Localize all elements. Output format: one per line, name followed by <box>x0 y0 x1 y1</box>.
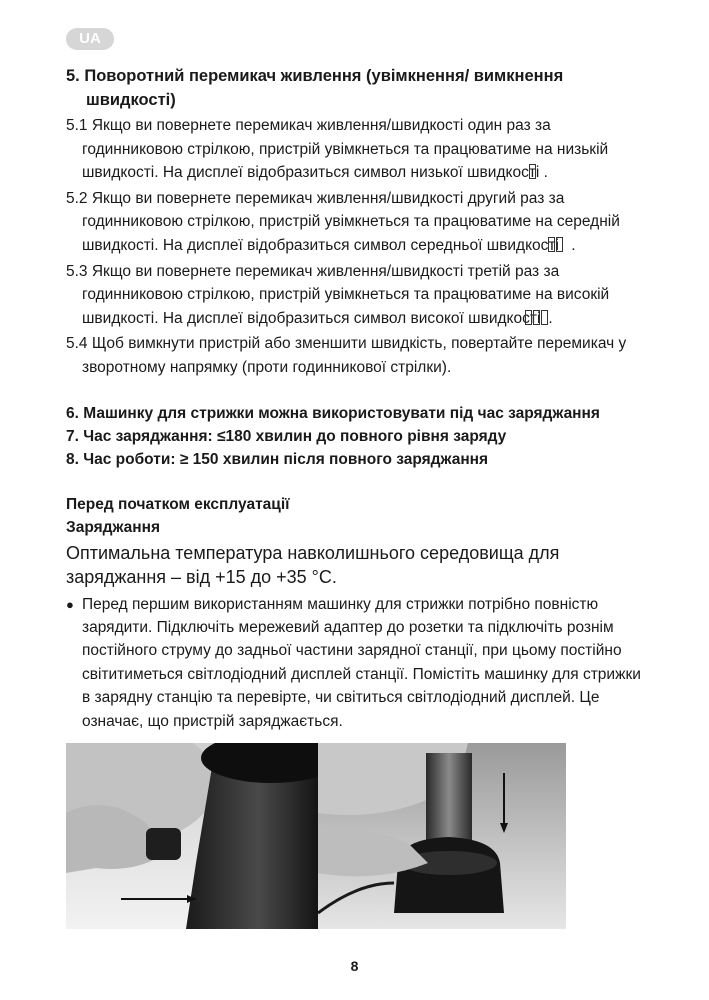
charging-bullet <box>66 593 646 733</box>
item-5-1-text: 5.1 Якщо ви повернете перемикач живлення/швидкості один раз за годинниковою стрілкою, пристрій увімкнеться та працюватиме на низькій швидкості. На дисплеї відобразиться символ низької швидкості <box>66 117 609 182</box>
spec-line-8: 8. Час роботи: ≥ 150 хвилин після повного заряджання <box>66 450 489 468</box>
section-5-title: 5. Поворотний перемикач живлення (увімкнення/ вимкнення швидкості) <box>66 67 564 109</box>
charging-heading: Заряджання <box>66 518 161 536</box>
high-speed-symbol-icon <box>540 309 548 333</box>
spec-line-7: 7. Час заряджання: ≤180 хвилин до повного рівня заряду <box>66 427 507 445</box>
specs-list <box>66 402 646 471</box>
item-5-3: 5.3 Якщо ви повернете перемикач живлення/швидкості третій раз за годинниковою стрілкою, пристрій увімкнеться та працюватиме на високій швидкості. На дисплеї відобразиться символ високої швидкості . <box>66 260 646 333</box>
section-5-items <box>66 114 646 380</box>
bullet-icon: ● <box>66 596 74 612</box>
medium-speed-symbol-icon <box>563 236 571 260</box>
page-number: 8 <box>350 958 359 974</box>
temperature-text: Оптимальна температура навколишнього середовища для заряджання – від +15 до +35 °C. <box>66 542 560 587</box>
item-5-2-text: 5.2 Якщо ви повернете перемикач живлення/швидкості другий раз за годинниковою стрілкою, пристрій увімкнеться та працюватиме на середній швидкості. На дисплеї відобразиться символ середньої швидкості <box>66 189 620 254</box>
photo-plug-connection <box>66 743 318 929</box>
charging-photos <box>66 743 566 929</box>
item-5-2: 5.2 Якщо ви повернете перемикач живлення/швидкості другий раз за годинниковою стрілкою, пристрій увімкнеться та працюватиме на середній швидкості. На дисплеї відобразиться символ середньої швидкості . <box>66 187 646 260</box>
item-5-3-text: 5.3 Якщо ви повернете перемикач живлення/швидкості третій раз за годинниковою стрілкою, пристрій увімкнеться та працюватиме на високій швидкості. На дисплеї відобразиться символ високої швидкості <box>66 262 610 327</box>
before-use-heading: Перед початком експлуатації <box>66 495 290 513</box>
charging-bullet-text: Перед першим використанням машинку для стрижки потрібно повністю зарядити. Підключіть мережевий адаптер до розетки та підключіть рознім постійного струму до задньої частини зарядної станції, при цьому постійно світитиметься світлодіодний дисплей станції. Помістіть машинку для стрижки в зарядну станцію та перевірте, чи світиться світлодіодний дисплей. Це означає, що пристрій заряджається. <box>82 595 641 730</box>
item-5-4: 5.4 Щоб вимкнути пристрій або зменшити швидкість, повертайте перемикач у зворотному напрямку (проти годинникової стрілки). <box>66 335 627 376</box>
spec-line-6: 6. Машинку для стрижки можна використовувати під час заряджання <box>66 404 600 422</box>
item-5-1: 5.1 Якщо ви повернете перемикач живлення/швидкості один раз за годинниковою стрілкою, пристрій увімкнеться та працюватиме на низькій швидкості. На дисплеї відобразиться символ низької швидкості . <box>66 117 609 182</box>
page-content <box>66 64 646 733</box>
photo-clipper-in-station <box>318 743 566 929</box>
language-badge: UA <box>66 28 114 50</box>
